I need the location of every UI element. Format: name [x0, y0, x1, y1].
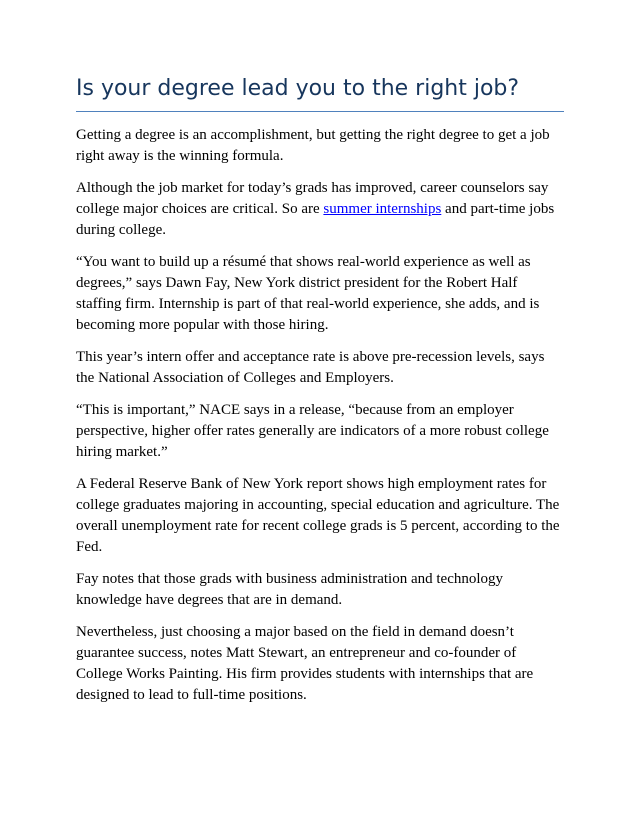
paragraph-8: Nevertheless, just choosing a major based on the field in demand doesn’t guarantee success, notes Matt Stewart, an entrepreneur and co-founder of College Works Painting. His firm provides students with internships that are designed to lead to full-time positions.: [76, 624, 534, 703]
document-title: Is your degree lead you to the right job?: [76, 76, 520, 101]
paragraph-7: Fay notes that those grads with business administration and technology knowledge have degrees that are in demand.: [76, 571, 504, 608]
paragraph-2-text-before: Although the job market for today’s grads has improved, career counselors say college major choices are critical. So are: [76, 180, 549, 217]
title-underline-rule: [76, 111, 564, 112]
summer-internships-link[interactable]: summer internships: [323, 201, 442, 217]
paragraph-2-text-after: and part-time jobs during college.: [76, 201, 555, 238]
paragraph-3: “You want to build up a résumé that shows real-world experience as well as degrees,” says Dawn Fay, New York district president for the Robert Half staffing firm. Internship is part of that real-world experience, she adds, and is becoming more popular with those hiring.: [76, 254, 540, 333]
paragraph-5: “This is important,” NACE says in a release, “because from an employer perspective, higher offer rates generally are indicators of a more robust college hiring market.”: [76, 402, 549, 460]
paragraph-2: [76, 178, 566, 241]
paragraph-4: This year’s intern offer and acceptance rate is above pre-recession levels, says the National Association of Colleges and Employers.: [76, 349, 545, 386]
document-body: [76, 125, 566, 717]
paragraph-6: A Federal Reserve Bank of New York report shows high employment rates for college graduates majoring in accounting, special education and agriculture. The overall unemployment rate for recent college grads is 5 percent, according to the Fed.: [76, 476, 560, 555]
paragraph-1: Getting a degree is an accomplishment, but getting the right degree to get a job right away is the winning formula.: [76, 127, 550, 164]
